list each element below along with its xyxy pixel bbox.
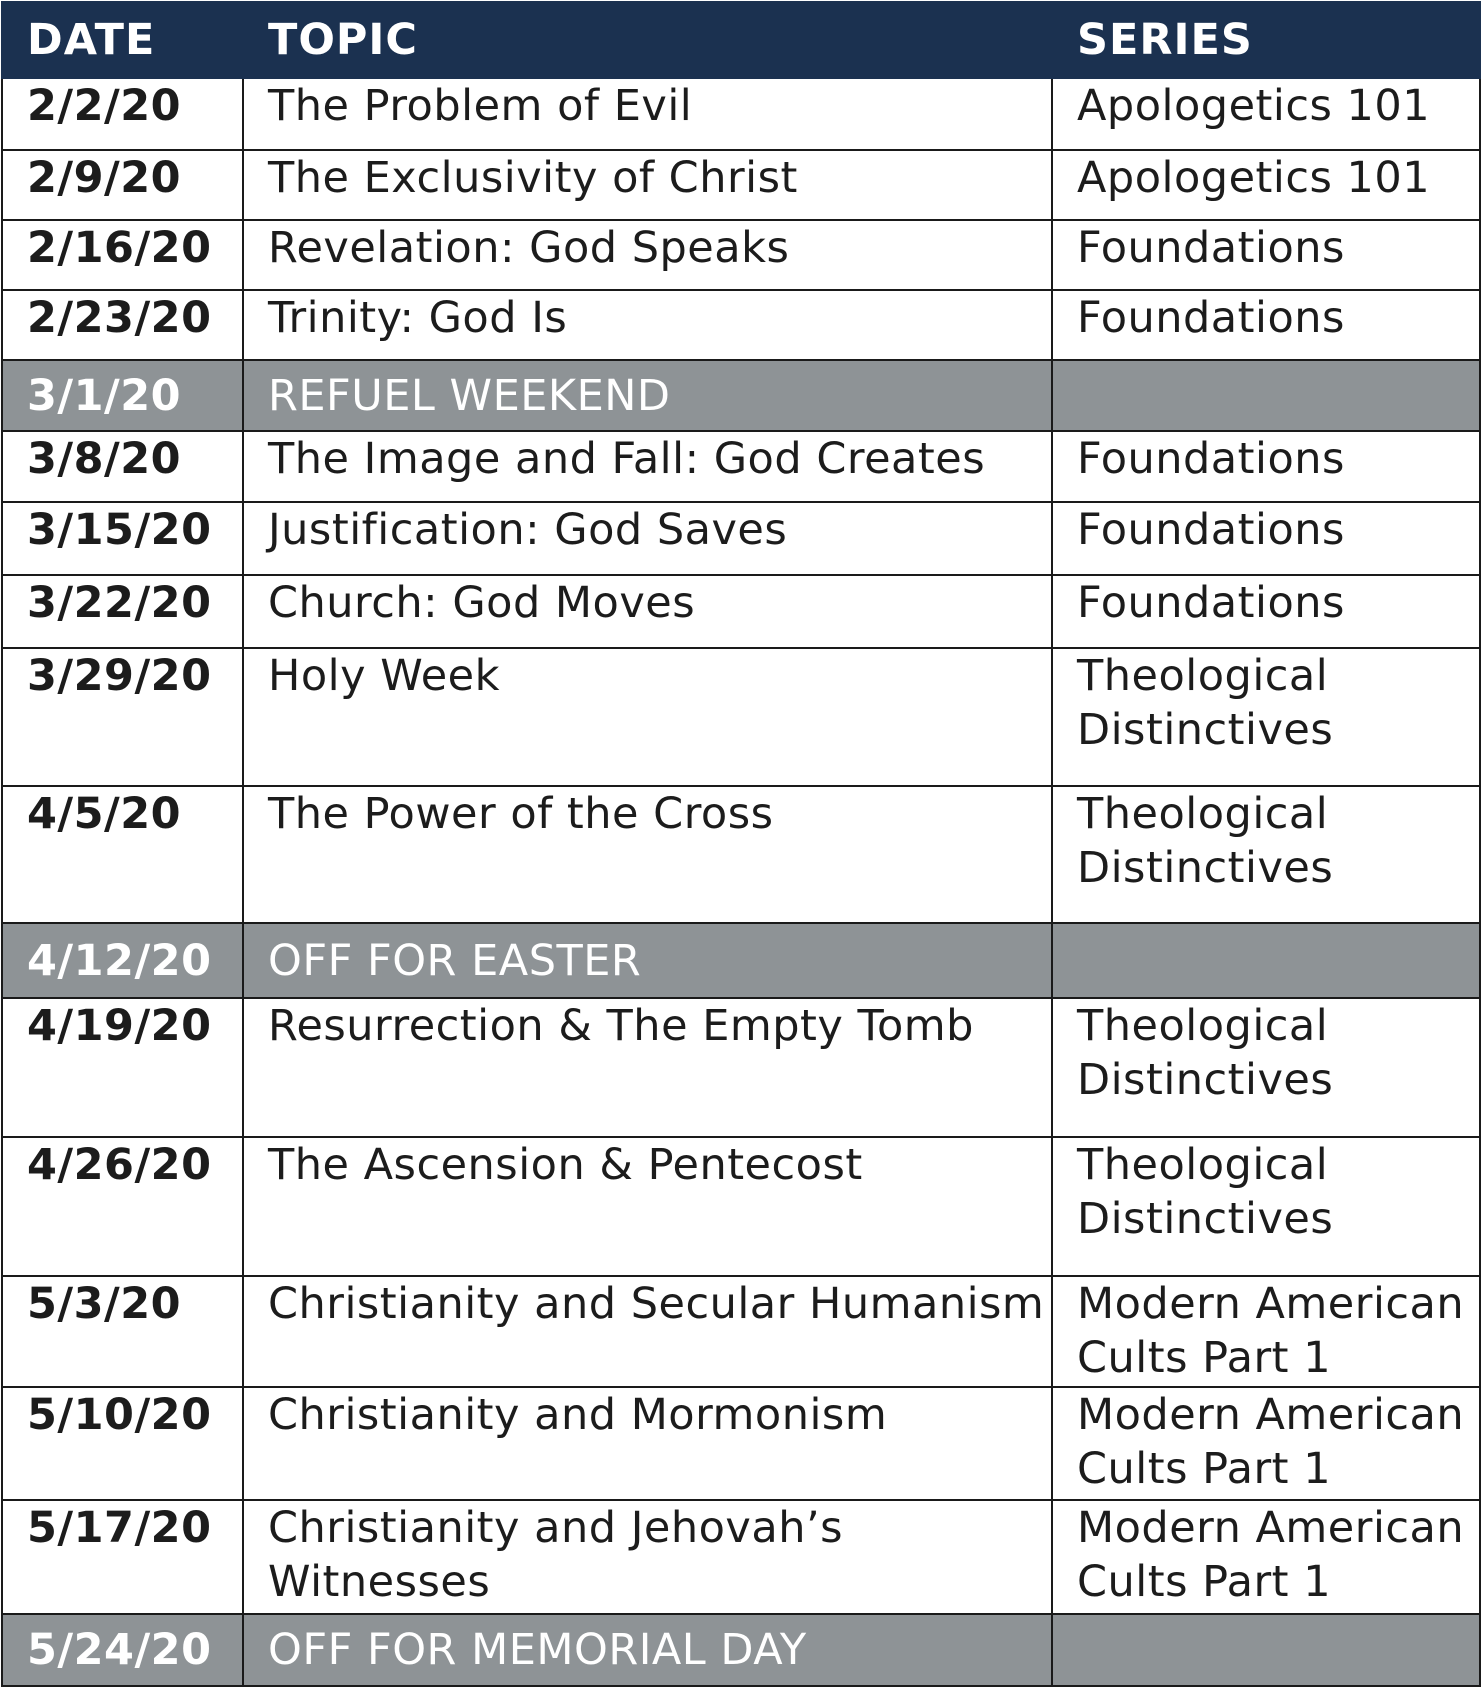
table-row (2, 1500, 1480, 1613)
date-cell: 5/17/20 (2, 1500, 243, 1613)
topic-cell: Trinity: God Is (243, 290, 1052, 360)
schedule-header (2, 2, 1480, 78)
break-row (2, 1614, 1480, 1686)
topic-cell: The Power of the Cross (243, 786, 1052, 924)
table-row (2, 290, 1480, 360)
date-cell: 5/24/20 (2, 1614, 243, 1686)
date-cell: 4/5/20 (2, 786, 243, 924)
topic-cell: The Problem of Evil (243, 78, 1052, 150)
topic-cell: The Exclusivity of Christ (243, 150, 1052, 219)
topic-cell: Revelation: God Speaks (243, 220, 1052, 290)
break-row (2, 923, 1480, 998)
topic-cell: Resurrection & The Empty Tomb (243, 998, 1052, 1137)
series-cell: Modern American Cults Part 1 (1052, 1500, 1480, 1613)
date-cell: 3/22/20 (2, 575, 243, 648)
series-cell: Theological Distinctives (1052, 648, 1480, 786)
date-cell: 4/26/20 (2, 1137, 243, 1277)
series-cell: Theological Distinctives (1052, 998, 1480, 1137)
topic-cell: OFF FOR EASTER (243, 923, 1052, 998)
series-cell: Foundations (1052, 575, 1480, 648)
series-cell: Foundations (1052, 290, 1480, 360)
header-date: DATE (2, 2, 243, 78)
schedule-table (1, 1, 1481, 1687)
header-topic: TOPIC (243, 2, 1052, 78)
break-row (2, 360, 1480, 431)
date-cell: 2/23/20 (2, 290, 243, 360)
table-row (2, 1137, 1480, 1277)
topic-cell: The Ascension & Pentecost (243, 1137, 1052, 1277)
topic-cell: Justification: God Saves (243, 502, 1052, 575)
date-cell: 3/1/20 (2, 360, 243, 431)
table-row (2, 78, 1480, 150)
table-row (2, 150, 1480, 219)
date-cell: 3/29/20 (2, 648, 243, 786)
date-cell: 2/9/20 (2, 150, 243, 219)
header-series: SERIES (1052, 2, 1480, 78)
table-row (2, 1387, 1480, 1500)
series-cell: Modern American Cults Part 1 (1052, 1276, 1480, 1386)
schedule-body (2, 78, 1480, 1686)
header-row (2, 2, 1480, 78)
series-cell: Foundations (1052, 431, 1480, 501)
topic-cell: Christianity and Secular Humanism (243, 1276, 1052, 1386)
table-row (2, 575, 1480, 648)
series-cell (1052, 360, 1480, 431)
topic-cell: REFUEL WEEKEND (243, 360, 1052, 431)
table-row (2, 431, 1480, 501)
date-cell: 5/10/20 (2, 1387, 243, 1500)
series-cell: Foundations (1052, 220, 1480, 290)
series-cell: Apologetics 101 (1052, 150, 1480, 219)
series-cell (1052, 923, 1480, 998)
series-cell: Foundations (1052, 502, 1480, 575)
date-cell: 4/19/20 (2, 998, 243, 1137)
series-cell: Theological Distinctives (1052, 786, 1480, 924)
date-cell: 3/15/20 (2, 502, 243, 575)
table-row (2, 998, 1480, 1137)
topic-cell: The Image and Fall: God Creates (243, 431, 1052, 501)
date-cell: 2/16/20 (2, 220, 243, 290)
table-row (2, 1276, 1480, 1386)
series-cell: Modern American Cults Part 1 (1052, 1387, 1480, 1500)
date-cell: 5/3/20 (2, 1276, 243, 1386)
series-cell: Apologetics 101 (1052, 78, 1480, 150)
date-cell: 3/8/20 (2, 431, 243, 501)
series-cell: Theological Distinctives (1052, 1137, 1480, 1277)
topic-cell: Holy Week (243, 648, 1052, 786)
table-row (2, 786, 1480, 924)
topic-cell: Christianity and Mormonism (243, 1387, 1052, 1500)
topic-cell: Church: God Moves (243, 575, 1052, 648)
series-cell (1052, 1614, 1480, 1686)
topic-cell: Christianity and Jehovah’s Witnesses (243, 1500, 1052, 1613)
table-row (2, 648, 1480, 786)
date-cell: 2/2/20 (2, 78, 243, 150)
topic-cell: OFF FOR MEMORIAL DAY (243, 1614, 1052, 1686)
table-row (2, 502, 1480, 575)
table-row (2, 220, 1480, 290)
date-cell: 4/12/20 (2, 923, 243, 998)
